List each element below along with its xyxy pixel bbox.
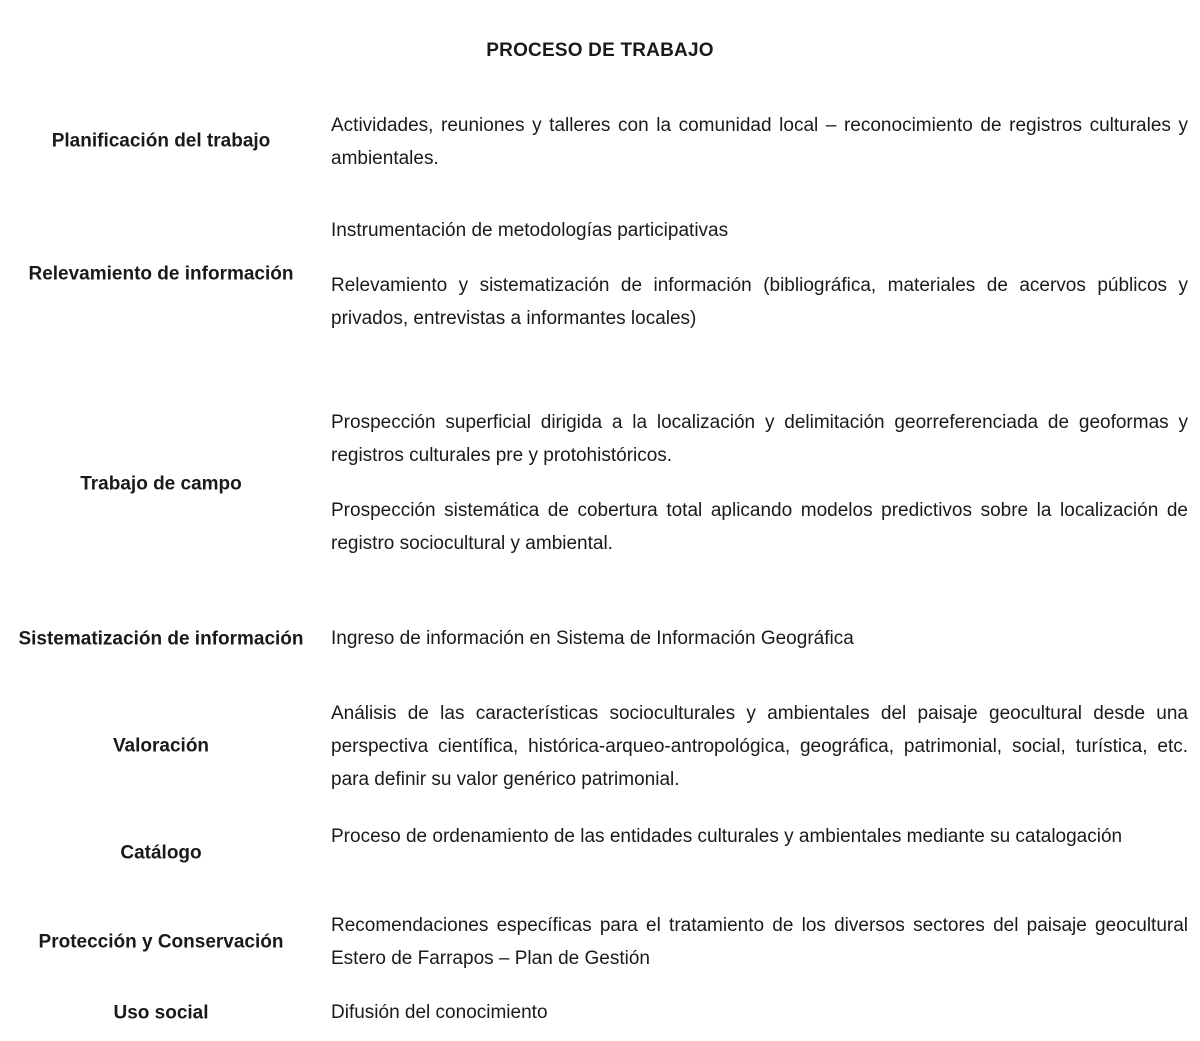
row-text-valoracion-1: Análisis de las características socioculturales y ambientales del paisaje geocultural desde una perspectiva científica, histórica-arqueo-antropológica, geográfica, patrimonial, social, turística, etc. para definir su valor genérico patrimonial. bbox=[331, 703, 1188, 790]
row-label-relevamiento: Relevamiento de información bbox=[28, 263, 294, 285]
row-text-trabajo-campo-1: Prospección superficial dirigida a la localización y delimitación georreferenciada de geoformas y registros culturales pre y protohistóricos. bbox=[331, 412, 1188, 466]
row-text-proteccion-1: Recomendaciones específicas para el tratamiento de los diversos sectores del paisaje geocultural Estero de Farrapos – Plan de Gestión bbox=[331, 915, 1188, 969]
row-label-valoracion: Valoración bbox=[112, 735, 210, 757]
row-text-sistematizacion-1: Ingreso de información en Sistema de Información Geográfica bbox=[331, 628, 854, 649]
row-label-catalogo: Catálogo bbox=[120, 842, 202, 864]
row-text-relevamiento-2: Relevamiento y sistematización de información (bibliográfica, materiales de acervos públicos y privados, entrevistas a informantes locales) bbox=[331, 275, 1188, 329]
row-text-uso-social-1: Difusión del conocimiento bbox=[331, 1002, 548, 1023]
row-label-sistematizacion: Sistematización de información bbox=[18, 628, 304, 650]
row-text-catalogo-1: Proceso de ordenamiento de las entidades culturales y ambientales mediante su catalogación bbox=[331, 826, 1123, 847]
row-label-planificacion: Planificación del trabajo bbox=[51, 130, 271, 152]
row-text-trabajo-campo-2: Prospección sistemática de cobertura total aplicando modelos predictivos sobre la localización de registro sociocultural y ambiental. bbox=[331, 500, 1188, 554]
row-text-relevamiento-1: Instrumentación de metodologías participativas bbox=[331, 220, 729, 241]
row-label-uso-social: Uso social bbox=[113, 1002, 209, 1024]
page-title: PROCESO DE TRABAJO bbox=[486, 40, 714, 61]
row-label-proteccion: Protección y Conservación bbox=[38, 931, 284, 953]
row-label-trabajo-campo: Trabajo de campo bbox=[80, 473, 242, 495]
row-text-planificacion-1: Actividades, reuniones y talleres con la comunidad local – reconocimiento de registros culturales y ambientales. bbox=[331, 115, 1188, 169]
